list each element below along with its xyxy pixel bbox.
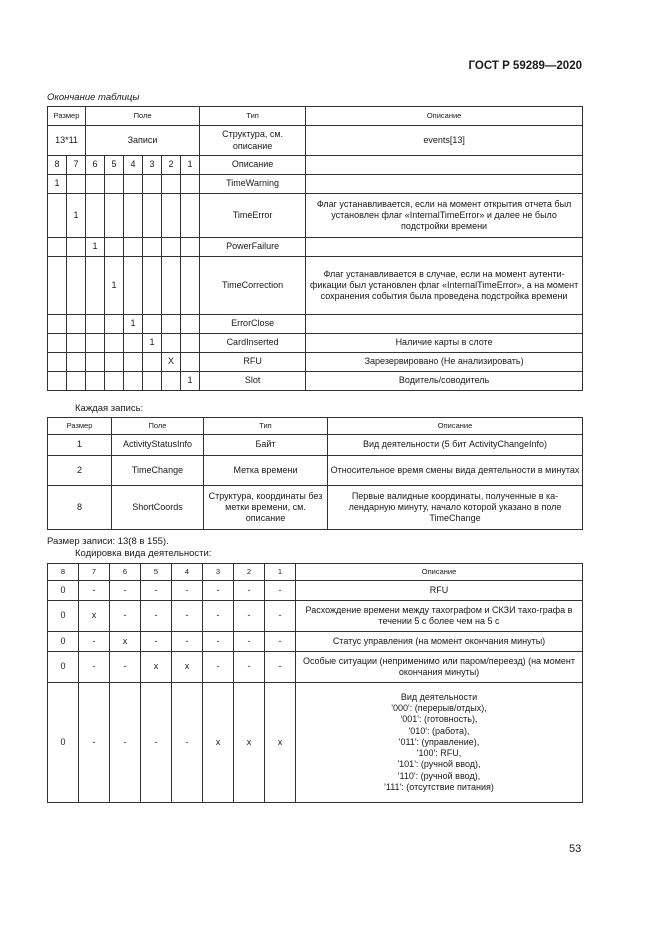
bit-cell — [124, 334, 143, 353]
bit-cell: 0 — [48, 683, 79, 803]
bits-description-label: Описание — [200, 156, 306, 175]
bit-cell: - — [234, 601, 265, 632]
table-row — [48, 652, 583, 683]
header-type: Тип — [200, 107, 306, 126]
bit-cell — [181, 315, 200, 334]
description-cell: Водитель/соводитель — [306, 372, 583, 391]
description-line: '010': (работа), — [408, 725, 470, 736]
bit-cell — [86, 194, 105, 238]
page-number: 53 — [569, 843, 582, 855]
bit-cell — [143, 175, 162, 194]
bit-cell — [67, 334, 86, 353]
bit-cell: - — [141, 683, 172, 803]
description-cell — [296, 601, 583, 632]
type-cell: Байт — [204, 435, 328, 456]
description-cell — [306, 175, 583, 194]
bit-cell — [67, 257, 86, 315]
description-cell — [306, 238, 583, 257]
bit-cell: 1 — [181, 372, 200, 391]
table-row — [48, 601, 583, 632]
bit-cell: - — [203, 601, 234, 632]
bit-cell: - — [110, 683, 141, 803]
header-description: Описание — [306, 107, 583, 126]
bit-cell — [181, 257, 200, 315]
bit-cell: - — [234, 632, 265, 652]
bit-cell — [105, 315, 124, 334]
bit-cell: - — [141, 632, 172, 652]
type-cell: Метка времени — [204, 456, 328, 486]
bit-header: 5 — [141, 564, 172, 581]
field-cell: ActivityStatusInfo — [112, 435, 204, 456]
bit-header: 8 — [48, 156, 67, 175]
description-line: Статус управления (на момент окончания минуты) — [332, 635, 546, 646]
bit-header: 4 — [172, 564, 203, 581]
description-line: '001': (готовность), — [400, 714, 478, 725]
table-row — [48, 315, 583, 334]
bit-cell: 1 — [124, 315, 143, 334]
description-cell: Флаг устанавливается, если на момент открытия отчета был установлен флаг «InternalTimeError» и далее не было подстройки времени — [306, 194, 583, 238]
description-cell — [296, 652, 583, 683]
bit-cell — [86, 372, 105, 391]
description-line: Особые ситуации (неприменимо или паром/переезд) (на момент окончания минуты) — [302, 655, 576, 677]
bit-cell — [48, 315, 67, 334]
flag-name-cell: Slot — [200, 372, 306, 391]
bit-cell: - — [172, 581, 203, 601]
bit-cell: - — [172, 601, 203, 632]
description-cell: Флаг устанавливается в случае, если на момент аутенти-фикации был установлен флаг «InternalTimeError», а на момент сохранения события была проведена подстройка времени — [306, 257, 583, 315]
table-row — [48, 632, 583, 652]
bit-cell — [105, 334, 124, 353]
size-cell: 8 — [48, 486, 112, 530]
bit-cell — [162, 257, 181, 315]
header-size: Размер — [48, 418, 112, 435]
bit-header: 7 — [79, 564, 110, 581]
bit-cell — [162, 372, 181, 391]
events-table — [47, 106, 583, 391]
bit-cell — [124, 194, 143, 238]
bit-cell: - — [265, 632, 296, 652]
bit-cell — [67, 353, 86, 372]
bit-cell: - — [79, 581, 110, 601]
flag-name-cell: TimeError — [200, 194, 306, 238]
bit-cell — [67, 372, 86, 391]
activity-coding-table — [47, 563, 583, 803]
bit-cell — [162, 194, 181, 238]
bit-cell: x — [234, 683, 265, 803]
bit-cell — [181, 175, 200, 194]
bit-cell: 0 — [48, 601, 79, 632]
bit-cell — [105, 194, 124, 238]
bit-cell — [48, 353, 67, 372]
flag-name-cell: TimeWarning — [200, 175, 306, 194]
bit-cell — [86, 257, 105, 315]
bit-header: 1 — [265, 564, 296, 581]
table-row — [48, 456, 583, 486]
bit-cell: x — [79, 601, 110, 632]
field-cell: Записи — [86, 126, 200, 156]
flag-name-cell: RFU — [200, 353, 306, 372]
description-line: '110': (ручной ввод), — [397, 770, 481, 781]
type-cell: Структура, см. описание — [200, 126, 306, 156]
bit-cell: 0 — [48, 652, 79, 683]
table-row — [48, 353, 583, 372]
bit-cell — [86, 315, 105, 334]
bit-cell: - — [141, 581, 172, 601]
flag-name-cell: TimeCorrection — [200, 257, 306, 315]
bit-header: 5 — [105, 156, 124, 175]
bit-cell — [162, 315, 181, 334]
bit-cell: - — [203, 581, 234, 601]
bit-cell: - — [203, 652, 234, 683]
bit-cell: - — [110, 581, 141, 601]
table-row — [48, 683, 583, 803]
bit-cell — [162, 238, 181, 257]
bit-cell — [48, 194, 67, 238]
table-row — [48, 257, 583, 315]
bit-cell — [67, 238, 86, 257]
header-field: Поле — [86, 107, 200, 126]
description-line: '111': (отсутствие питания) — [384, 781, 494, 792]
bit-cell — [48, 238, 67, 257]
bit-cell — [48, 257, 67, 315]
bit-cell — [181, 334, 200, 353]
bit-cell: x — [265, 683, 296, 803]
description-cell: Зарезервировано (Не анализировать) — [306, 353, 583, 372]
description-line: '101': (ручной ввод), — [397, 759, 481, 770]
bit-header: 3 — [143, 156, 162, 175]
header-size: Размер — [48, 107, 86, 126]
bit-cell: - — [265, 581, 296, 601]
description-line: Расхождение времени между тахографом и СКЗИ тахо-графа в течении 5 с более чем на 5 с — [305, 604, 573, 626]
bit-cell: 1 — [48, 175, 67, 194]
bit-cell: x — [141, 652, 172, 683]
bit-cell: - — [172, 632, 203, 652]
bit-header: 8 — [48, 564, 79, 581]
bit-cell — [162, 175, 181, 194]
bit-cell — [124, 353, 143, 372]
description-cell — [306, 315, 583, 334]
bit-cell: 0 — [48, 632, 79, 652]
table-row — [48, 194, 583, 238]
description-cell: Вид деятельности (5 бит ActivityChangeInfo) — [328, 435, 583, 456]
flag-name-cell: ErrorClose — [200, 315, 306, 334]
document-id: ГОСТ Р 59289—2020 — [468, 60, 582, 72]
bit-header: 3 — [203, 564, 234, 581]
bit-header: 2 — [234, 564, 265, 581]
description-cell: Первые валидные координаты, полученные в ка-лендарную минуту, начало которой указано в поле TimeChange — [328, 486, 583, 530]
header-type: Тип — [204, 418, 328, 435]
table-row — [48, 175, 583, 194]
bit-cell: 1 — [86, 238, 105, 257]
bit-cell: - — [203, 632, 234, 652]
table-row — [48, 486, 583, 530]
flag-name-cell: CardInserted — [200, 334, 306, 353]
bit-cell — [86, 175, 105, 194]
bit-cell — [143, 257, 162, 315]
bit-cell: 1 — [67, 194, 86, 238]
bit-cell: - — [172, 683, 203, 803]
coding-label: Кодировка вида деятельности: — [75, 548, 212, 559]
bit-cell: - — [110, 601, 141, 632]
table-row — [48, 581, 583, 601]
bit-cell: - — [234, 581, 265, 601]
bit-cell — [181, 194, 200, 238]
description-line: Вид деятельности — [400, 691, 478, 702]
bit-cell — [162, 334, 181, 353]
description-cell: Относительное время смены вида деятельности в минутах — [328, 456, 583, 486]
bit-header: 2 — [162, 156, 181, 175]
table-row — [48, 435, 583, 456]
header-description: Описание — [328, 418, 583, 435]
bit-header: 7 — [67, 156, 86, 175]
description-line: '000': (перерыв/отдых), — [391, 703, 487, 714]
bit-cell: - — [79, 632, 110, 652]
each-record-label: Каждая запись: — [75, 403, 144, 414]
bit-cell — [143, 353, 162, 372]
empty-cell — [306, 156, 583, 175]
table-caption: Окончание таблицы — [47, 92, 140, 103]
bit-header: 4 — [124, 156, 143, 175]
header-description: Описание — [296, 564, 583, 581]
bit-cell — [143, 372, 162, 391]
bit-cell — [67, 175, 86, 194]
bit-cell: 1 — [143, 334, 162, 353]
bit-cell — [143, 238, 162, 257]
bit-cell: x — [110, 632, 141, 652]
field-cell: ShortCoords — [112, 486, 204, 530]
size-cell: 1 — [48, 435, 112, 456]
bit-cell: - — [265, 601, 296, 632]
bit-cell — [105, 238, 124, 257]
bit-cell — [86, 353, 105, 372]
field-cell: TimeChange — [112, 456, 204, 486]
bit-cell — [124, 372, 143, 391]
bit-cell — [105, 175, 124, 194]
bit-cell: - — [265, 652, 296, 683]
description-line: '100': RFU, — [416, 748, 462, 759]
bit-cell — [86, 334, 105, 353]
bit-cell — [48, 334, 67, 353]
bit-cell — [181, 353, 200, 372]
description-cell — [296, 581, 583, 601]
record-table — [47, 417, 583, 530]
bit-cell — [67, 315, 86, 334]
bit-cell — [124, 175, 143, 194]
description-line: RFU — [429, 584, 449, 595]
description-cell — [296, 683, 583, 803]
table-row — [48, 238, 583, 257]
bit-cell — [143, 315, 162, 334]
bit-cell: - — [234, 652, 265, 683]
bit-cell: x — [172, 652, 203, 683]
bit-cell: X — [162, 353, 181, 372]
table-row — [48, 372, 583, 391]
description-cell: Наличие карты в слоте — [306, 334, 583, 353]
bit-cell: 0 — [48, 581, 79, 601]
header-field: Поле — [112, 418, 204, 435]
size-cell: 2 — [48, 456, 112, 486]
bit-cell: - — [110, 652, 141, 683]
type-cell: Структура, координаты без метки времени, см. описание — [204, 486, 328, 530]
bit-cell — [48, 372, 67, 391]
bit-cell: x — [203, 683, 234, 803]
bit-header: 6 — [110, 564, 141, 581]
bit-cell: - — [79, 683, 110, 803]
description-cell: events[13] — [306, 126, 583, 156]
bit-cell — [181, 238, 200, 257]
description-line: '011': (управление), — [398, 736, 480, 747]
bits-header-row — [48, 156, 583, 175]
description-cell — [296, 632, 583, 652]
bit-cell — [105, 372, 124, 391]
record-size-text: Размер записи: 13(8 в 155). — [47, 536, 169, 547]
size-cell: 13*11 — [48, 126, 86, 156]
bit-cell: 1 — [105, 257, 124, 315]
flag-name-cell: PowerFailure — [200, 238, 306, 257]
bit-cell — [143, 194, 162, 238]
bit-cell: - — [141, 601, 172, 632]
table-row — [48, 334, 583, 353]
bit-header: 6 — [86, 156, 105, 175]
bit-cell — [124, 257, 143, 315]
bit-cell — [105, 353, 124, 372]
bit-header: 1 — [181, 156, 200, 175]
bit-cell — [124, 238, 143, 257]
bit-cell: - — [79, 652, 110, 683]
